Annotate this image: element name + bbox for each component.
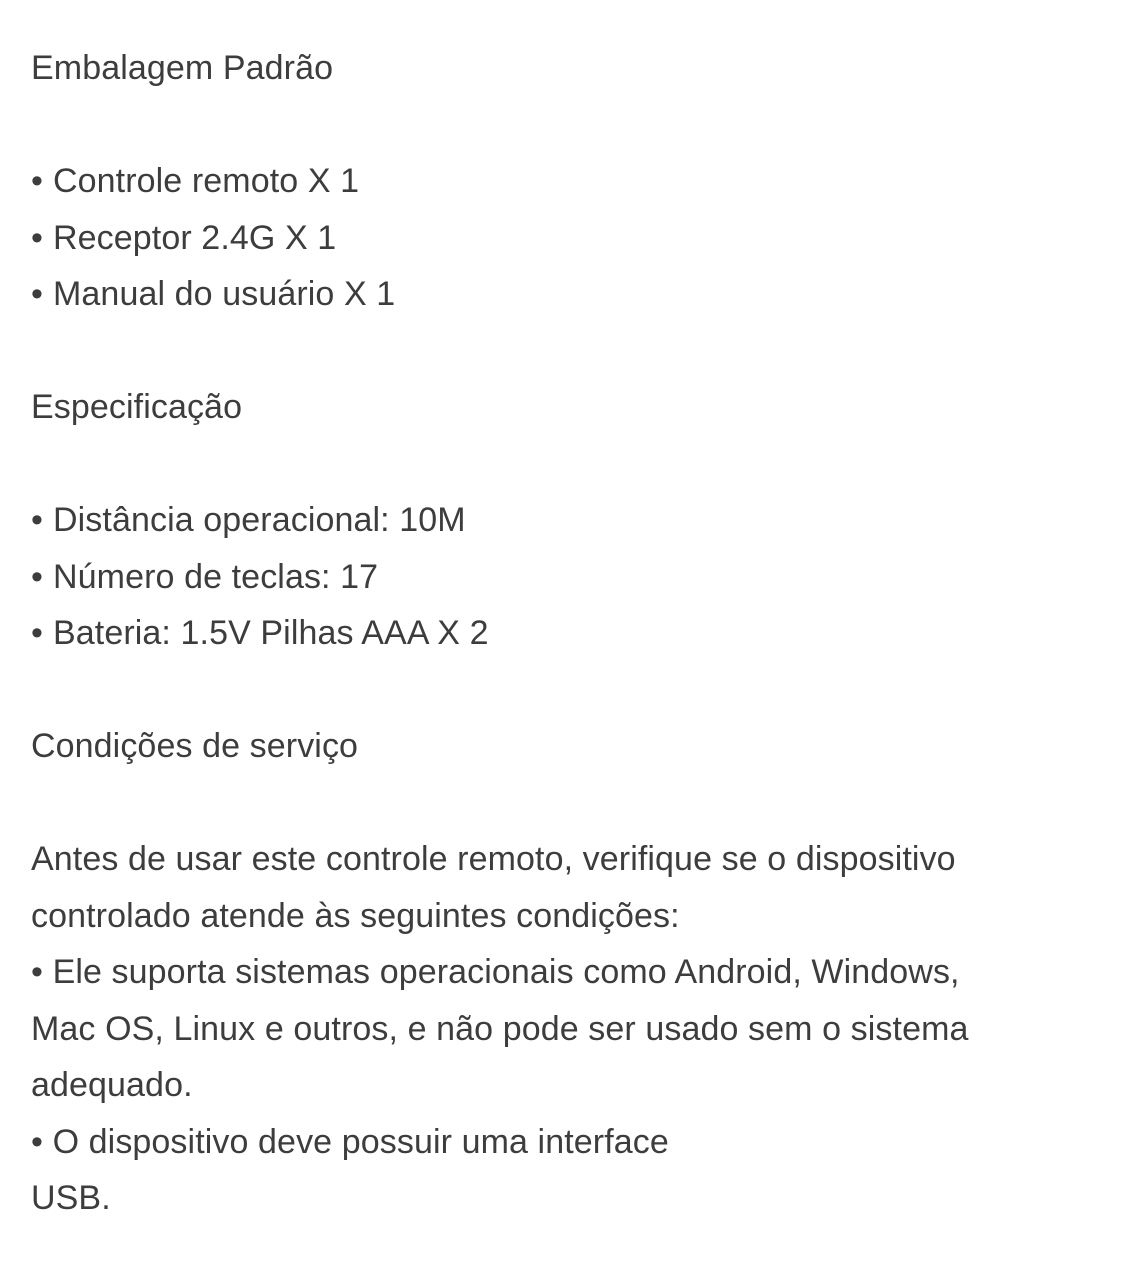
list-item-text: Número de teclas: 17 xyxy=(53,557,379,596)
section-heading-packaging: Embalagem Padrão xyxy=(31,49,334,87)
bullet-icon: • xyxy=(31,953,44,991)
list-item-text: Distância operacional: 10M xyxy=(53,501,466,539)
list-item xyxy=(31,153,1091,210)
spacer xyxy=(31,662,1091,719)
list-item-text: Manual do usuário X 1 xyxy=(53,275,396,313)
bullet-icon: • xyxy=(31,162,44,200)
list-item xyxy=(31,492,1091,549)
spacer xyxy=(31,436,1091,493)
list-item-text: Receptor 2.4G X 1 xyxy=(53,218,337,257)
section-heading-conditions: Condições de serviço xyxy=(31,727,359,765)
list-item xyxy=(31,605,1091,662)
intro-text-line: Antes de usar este controle remoto, verifique se o dispositivo xyxy=(31,840,956,878)
condition-item xyxy=(31,1114,1091,1171)
condition-text-line: Mac OS, Linux e outros, e não pode ser usado sem o sistema xyxy=(31,1009,969,1048)
condition-text-line: O dispositivo deve possuir uma interface xyxy=(52,1122,669,1161)
bullet-icon: • xyxy=(31,501,44,539)
list-item xyxy=(31,210,1091,267)
spacer xyxy=(31,97,1091,154)
condition-text-line: USB. xyxy=(31,1179,111,1217)
condition-item xyxy=(31,944,1091,1001)
intro-text-line: controlado atende às seguintes condições: xyxy=(31,896,680,935)
list-item-text: Controle remoto X 1 xyxy=(53,162,360,200)
spacer xyxy=(31,323,1091,380)
list-item-text: Bateria: 1.5V Pilhas AAA X 2 xyxy=(53,614,489,652)
condition-text-line: adequado. xyxy=(31,1066,193,1104)
bullet-icon: • xyxy=(31,218,44,257)
product-description xyxy=(31,40,1091,1227)
spacer xyxy=(31,775,1091,832)
list-item xyxy=(31,266,1091,323)
bullet-icon: • xyxy=(31,1122,44,1161)
list-item xyxy=(31,549,1091,606)
bullet-icon: • xyxy=(31,275,44,313)
bullet-icon: • xyxy=(31,614,44,652)
section-heading-specification: Especificação xyxy=(31,388,243,426)
condition-text-line: Ele suporta sistemas operacionais como Android, Windows, xyxy=(52,953,960,991)
bullet-icon: • xyxy=(31,557,44,596)
